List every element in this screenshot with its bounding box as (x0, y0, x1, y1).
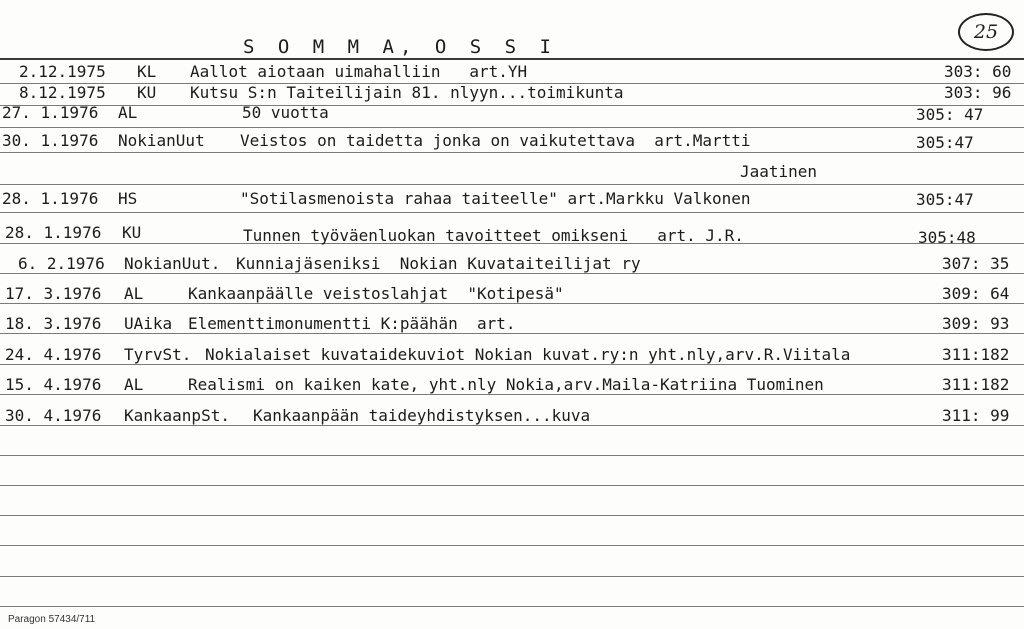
entry-source: UAika (124, 314, 173, 333)
entry-title: Veistos on taidetta jonka on vaikutettava art.Martti (240, 131, 751, 150)
entry-reference: 311:182 (942, 345, 1010, 364)
entry-date: 17. 3.1976 (5, 284, 102, 303)
entry-date: 24. 4.1976 (5, 345, 102, 364)
entry-title: Kutsu S:n Taiteilijain 81. nlyyn...toimikunta (190, 83, 624, 102)
entry-date: 18. 3.1976 (5, 314, 102, 333)
ruled-line (0, 364, 1024, 365)
entry-date: 30. 4.1976 (5, 406, 102, 425)
entry-source: KU (137, 83, 157, 102)
entry-date: 30. 1.1976 (2, 131, 99, 150)
printer-mark: Paragon 57434/711 (8, 614, 96, 625)
entry-title: Realismi on kaiken kate, yht.nly Nokia,arv.Maila-Katriina Tuominen (188, 375, 824, 394)
entry-date: 8.12.1975 (19, 83, 106, 102)
entry-source: AL (124, 375, 144, 394)
entry-reference: 303: 96 (944, 83, 1012, 102)
card-header-rule (0, 58, 1024, 60)
entry-source: HS (118, 189, 138, 208)
ruled-line (0, 545, 1024, 546)
entry-date: 2.12.1975 (19, 62, 106, 81)
ruled-line (0, 152, 1024, 153)
ruled-line (0, 105, 1024, 106)
entry-source: KU (122, 223, 142, 242)
ruled-line (0, 303, 1024, 304)
entry-reference: 309: 93 (942, 314, 1010, 333)
entry-source: TyrvSt. (124, 345, 192, 364)
entry-title-continuation: Jaatinen (740, 162, 818, 181)
entry-title: Kankaanpään taideyhdistyksen...kuva (253, 406, 591, 425)
entry-source: KankaanpSt. (124, 406, 230, 425)
entry-reference: 305:47 (916, 190, 974, 209)
entry-source: NokianUut (118, 131, 205, 150)
entry-date: 28. 1.1976 (2, 189, 99, 208)
entry-reference: 309: 64 (942, 284, 1010, 303)
entry-reference: 303: 60 (944, 62, 1012, 81)
ruled-line (0, 606, 1024, 607)
entry-title: Nokialaiset kuvataidekuviot Nokian kuvat.ry:n yht.nly,arv.R.Viitala (205, 345, 851, 364)
ruled-line (0, 576, 1024, 577)
ruled-line (0, 455, 1024, 456)
entry-reference: 307: 35 (942, 254, 1010, 273)
entry-source: AL (124, 284, 144, 303)
ruled-line (0, 273, 1024, 274)
ruled-line (0, 212, 1024, 213)
entry-reference: 305:47 (916, 133, 974, 152)
entry-source: NokianUut. (124, 254, 221, 273)
entry-title: Aallot aiotaan uimahalliin art.YH (190, 62, 528, 81)
card-title: S O M M A, O S S I (243, 36, 557, 58)
entry-title: Kankaanpäälle veistoslahjat "Kotipesä" (188, 284, 564, 303)
entry-title: "Sotilasmenoista rahaa taiteelle" art.Markku Valkonen (240, 189, 751, 208)
card-number-circle (958, 13, 1014, 51)
entry-reference: 305: 47 (916, 105, 984, 124)
entry-source: AL (118, 103, 138, 122)
card-number: 25 (973, 21, 999, 43)
ruled-line (0, 333, 1024, 334)
ruled-line (0, 127, 1024, 128)
entry-title: Elementtimonumentti K:päähän art. (188, 314, 516, 333)
entry-date: 28. 1.1976 (5, 223, 102, 242)
ruled-line (0, 515, 1024, 516)
entry-reference: 311:182 (942, 375, 1010, 394)
entry-title: Kunniajäseniksi Nokian Kuvataiteilijat ry (236, 254, 641, 273)
entry-title: Tunnen työväenluokan tavoitteet omikseni art. J.R. (243, 226, 744, 245)
entry-reference: 305:48 (918, 228, 976, 247)
entry-source: KL (137, 62, 157, 81)
entry-date: 27. 1.1976 (2, 103, 99, 122)
entry-title: 50 vuotta (242, 103, 329, 122)
entry-date: 6. 2.1976 (18, 254, 105, 273)
ruled-line (0, 485, 1024, 486)
entry-date: 15. 4.1976 (5, 375, 102, 394)
ruled-line (0, 425, 1024, 426)
ruled-line (0, 394, 1024, 395)
entry-reference: 311: 99 (942, 406, 1010, 425)
ruled-line (0, 184, 1024, 185)
